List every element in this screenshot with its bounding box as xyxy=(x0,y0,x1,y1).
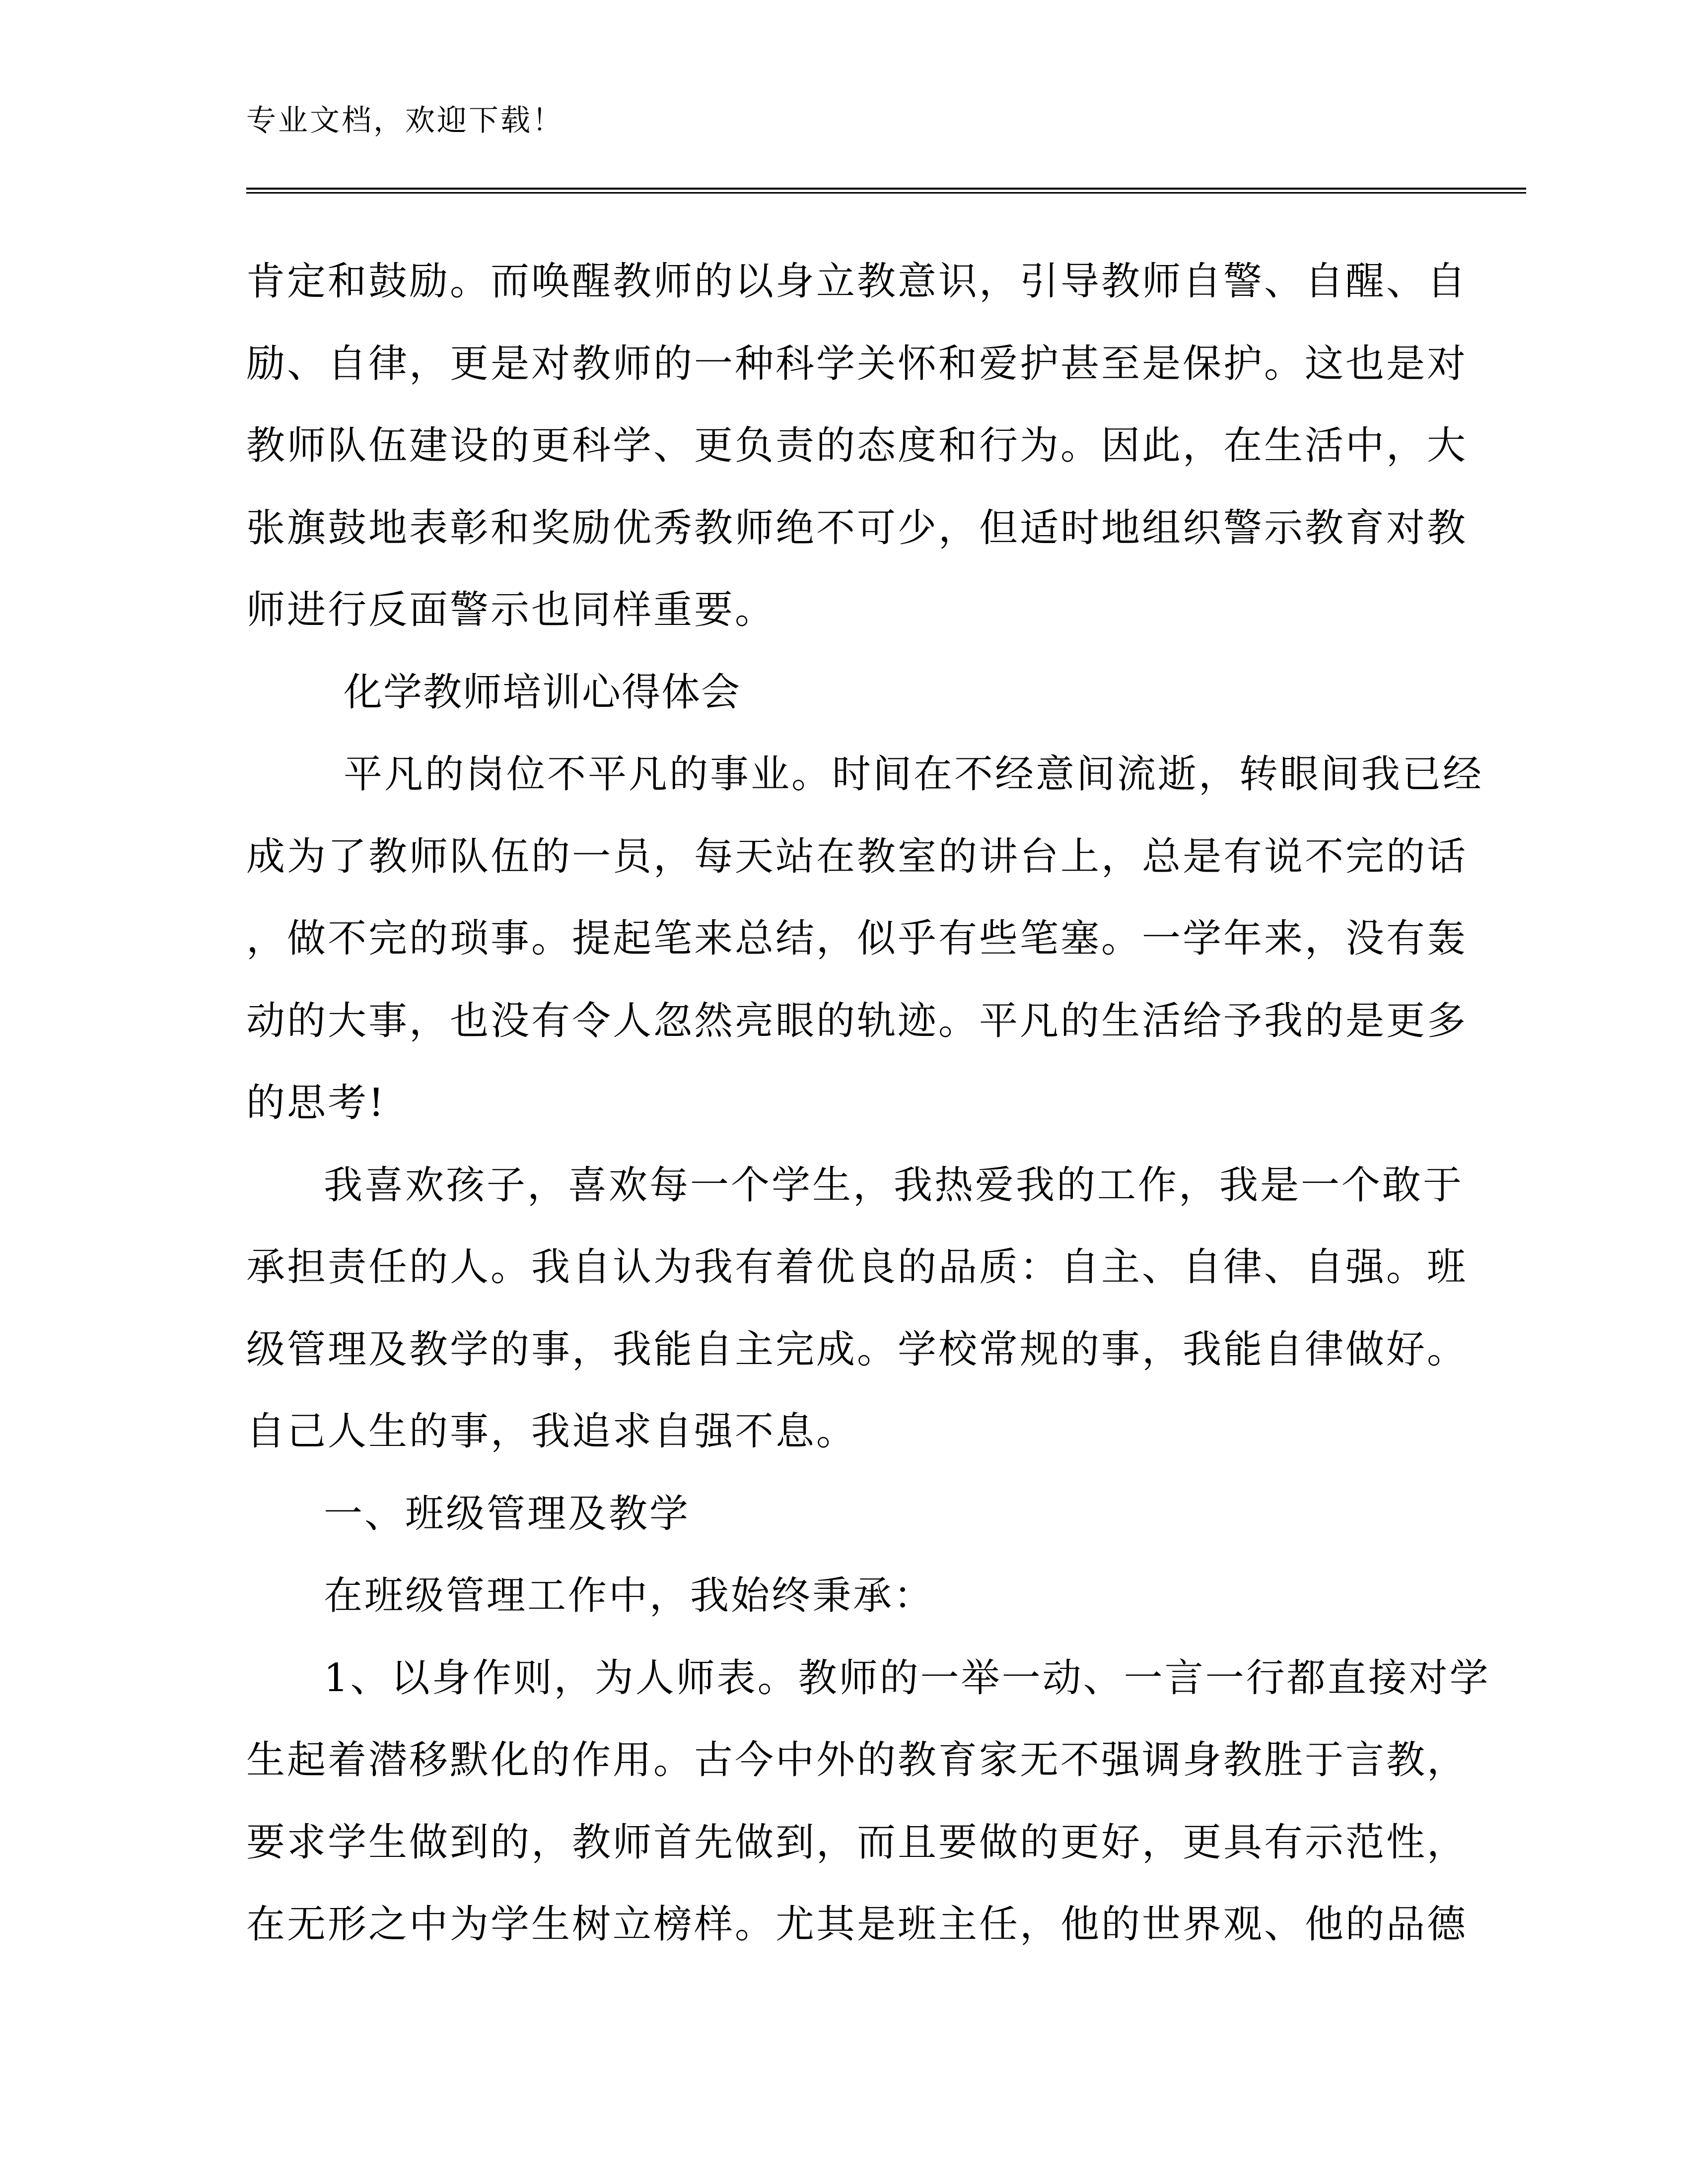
text-line: 教师队伍建设的更科学、更负责的态度和行为。因此，在生活中，大 xyxy=(246,423,1468,468)
text-line: 师进行反面警示也同样重要。 xyxy=(246,588,776,632)
text-line: 成为了教师队伍的一员，每天站在教室的讲台上，总是有说不完的话 xyxy=(246,834,1468,879)
header-divider-thin xyxy=(246,192,1526,194)
text-line: ，做不完的琐事。提起笔来总结，似乎有些笔塞。一学年来，没有轰 xyxy=(246,916,1468,961)
text-line: 平凡的岗位不平凡的事业。时间在不经意间流逝，转眼间我已经 xyxy=(344,752,1484,797)
section-title: 化学教师培训心得体会 xyxy=(344,670,741,715)
text-line: 自己人生的事，我追求自强不息。 xyxy=(246,1409,857,1454)
text-line: 的思考! xyxy=(246,1081,386,1125)
text-line: 动的大事，也没有令人忽然亮眼的轨迹。平凡的生活给予我的是更多 xyxy=(246,998,1468,1043)
header-divider xyxy=(246,188,1526,196)
text-line: 1、以身作则，为人师表。教师的一举一动、一言一行都直接对学 xyxy=(324,1655,1490,1701)
text-line: 在班级管理工作中，我始终秉承： xyxy=(324,1573,935,1618)
document-body xyxy=(246,254,1490,1979)
text-line: 我喜欢孩子，喜欢每一个学生，我热爱我的工作，我是一个敢于 xyxy=(324,1162,1464,1208)
header-divider-thick xyxy=(246,188,1526,190)
text-line: 肯定和鼓励。而唤醒教师的以身立教意识，引导教师自警、自醒、自 xyxy=(246,259,1468,304)
text-line: 生起着潜移默化的作用。古今中外的教育家无不强调身教胜于言教， xyxy=(246,1738,1468,1782)
text-line: 要求学生做到的，教师首先做到，而且要做的更好，更具有示范性， xyxy=(246,1820,1468,1865)
text-line: 级管理及教学的事，我能自主完成。学校常规的事，我能自律做好。 xyxy=(246,1327,1468,1372)
page-header: 专业文档，欢迎下载！ xyxy=(246,103,564,138)
text-line: 在无形之中为学生树立榜样。尤其是班主任，他的世界观、他的品德 xyxy=(246,1902,1468,1947)
text-line: 承担责任的人。我自认为我有着优良的品质：自主、自律、自强。班 xyxy=(246,1245,1468,1290)
text-line: 励、自律，更是对教师的一种科学关怀和爱护甚至是保护。这也是对 xyxy=(246,341,1468,386)
section-heading: 一、班级管理及教学 xyxy=(324,1491,691,1536)
text-line: 张旗鼓地表彰和奖励优秀教师绝不可少，但适时地组织警示教育对教 xyxy=(246,505,1468,550)
